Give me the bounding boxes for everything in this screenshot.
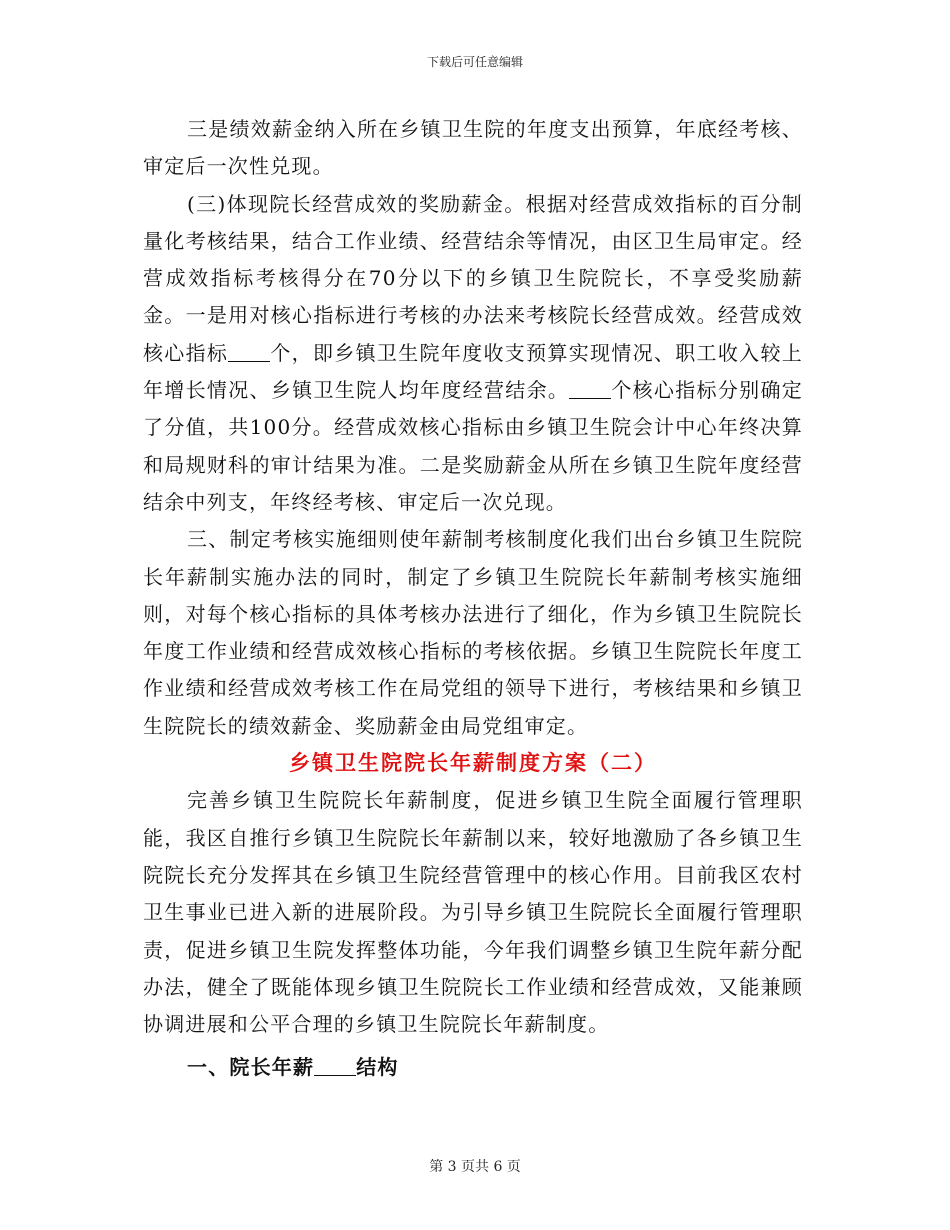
paragraph-budget: 三是绩效薪金纳入所在乡镇卫生院的年度支出预算，年底经考核、审定后一次性兑现。 bbox=[143, 117, 803, 179]
section-heading bbox=[143, 1049, 803, 1086]
section-title: 乡镇卫生院院长年薪制度方案（二） bbox=[289, 751, 657, 776]
page-footer: 第 3 页共 6 页 bbox=[429, 1159, 521, 1175]
blank-line bbox=[314, 1057, 356, 1076]
paragraph-reward-salary bbox=[143, 186, 803, 522]
paragraph-text: 个，即乡镇卫生院年度收支预算实现情况、职工收入较上年增长情况、乡镇卫生院人均年度经营结余。 bbox=[143, 340, 803, 403]
paragraph-intro: 完善乡镇卫生院院长年薪制度，促进乡镇卫生院全面履行管理职能，我区自推行乡镇卫生院院长年薪制以来，较好地激励了各乡镇卫生院院长充分发挥其在乡镇卫生院经营管理中的核心作用。目前我区农村卫生事业已进入新的进展阶段。为引导乡镇卫生院院长全面履行管理职责，促进乡镇卫生院发挥整体功能，今年我们调整乡镇卫生院年薪分配办法，健全了既能体现乡镇卫生院院长工作业绩和经营成效，又能兼顾协调进展和公平合理的乡镇卫生院院长年薪制度。 bbox=[143, 788, 803, 1037]
page-header: 下载后可任意编辑 bbox=[426, 55, 523, 69]
document-body bbox=[143, 111, 803, 1087]
blank-line bbox=[228, 343, 270, 362]
paragraph-text: (三)体现院长经营成效的奖励薪金。根据对经营成效指标的百分制量化考核结果，结合工作业绩、经营结余等情况，由区卫生局审定。经营成效指标考核得分在70分以下的乡镇卫生院院长，不享受奖励薪金。一是用对核心指标进行考核的办法来考核院长经营成效。经营成效核心指标 bbox=[143, 191, 803, 365]
blank-line bbox=[569, 380, 611, 399]
heading-text: 一、院长年薪 bbox=[187, 1055, 315, 1080]
paragraph-assessment-rules: 三、制定考核实施细则使年薪制考核制度化我们出台乡镇卫生院院长年薪制实施办法的同时，制定了乡镇卫生院院长年薪制考核实施细则，对每个核心指标的具体考核办法进行了细化，作为乡镇卫生院院长年度工作业绩和经营成效核心指标的考核依据。乡镇卫生院院长年度工作业绩和经营成效考核工作在局党组的领导下进行，考核结果和乡镇卫生院院长的绩效薪金、奖励薪金由局党组审定。 bbox=[143, 527, 803, 738]
heading-text: 结构 bbox=[356, 1055, 399, 1080]
paragraph-text: 个核心指标分别确定了分值，共100分。经营成效核心指标由乡镇卫生院会计中心年终决算和局规财科的审计结果为准。二是奖励薪金从所在乡镇卫生院年度经营结余中列支，年终经考核、审定后一次兑现。 bbox=[143, 378, 803, 514]
